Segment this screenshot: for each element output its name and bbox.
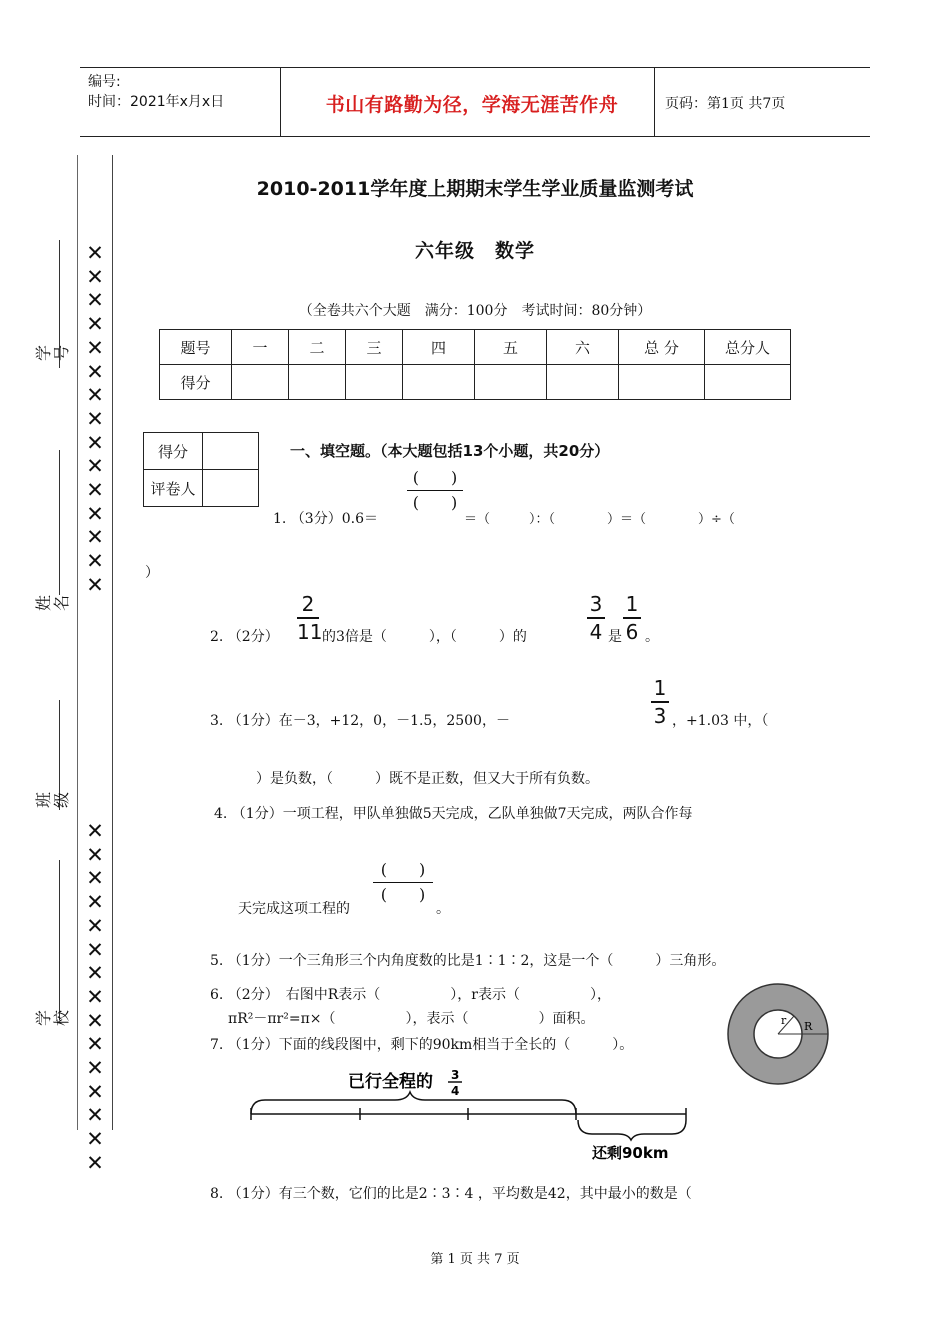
table-cell: 三 <box>346 330 403 365</box>
x-mark: ✕ <box>86 359 104 384</box>
question-2-text: 的3倍是（ ），（ ）的 <box>322 629 527 645</box>
x-mark: ✕ <box>86 1150 104 1175</box>
x-mark: ✕ <box>86 1008 104 1033</box>
top-brace <box>251 1092 576 1114</box>
score-cell[interactable] <box>346 365 403 400</box>
segment-top-label: 已行全程的 <box>348 1072 433 1092</box>
segment-diagram <box>240 1062 710 1167</box>
x-mark: ✕ <box>86 312 104 337</box>
fraction-2-11: 2 11 <box>297 592 323 644</box>
x-mark: ✕ <box>86 454 104 479</box>
question-2-is: 是 <box>608 629 622 645</box>
x-mark: ✕ <box>86 501 104 526</box>
score-cell[interactable] <box>475 365 547 400</box>
label-class: 班级 <box>34 792 71 809</box>
margin-write-line <box>59 860 60 1020</box>
question-8: 8. （1分）有三个数，它们的比是2∶3∶4 ，平均数是42，其中最小的数是（ <box>210 1186 692 1202</box>
table-cell: 总分人 <box>705 330 791 365</box>
score-cell[interactable] <box>232 365 289 400</box>
x-mark: ✕ <box>86 984 104 1009</box>
table-cell: 得分 <box>160 365 232 400</box>
exam-note: （全卷共六个大题 满分：100分 考试时间：80分钟） <box>298 303 652 319</box>
grader-cell[interactable] <box>203 470 259 507</box>
grader-table <box>143 432 259 507</box>
label-student-id: 学号 <box>34 345 71 362</box>
ring-figure <box>724 980 834 1090</box>
label-r: r <box>781 1014 787 1027</box>
x-mark: ✕ <box>86 1079 104 1104</box>
segment-bottom-label: 还剩90km <box>592 1144 669 1162</box>
header-meta <box>88 72 224 112</box>
question-1-text: ＝（ ）：（ ）＝（ ）÷（ <box>464 512 735 527</box>
question-4-line2: 天完成这项工程的 <box>238 901 350 917</box>
header-divider <box>280 68 281 136</box>
score-cell[interactable] <box>203 433 259 470</box>
fraction-3-4: 3 4 <box>587 593 605 643</box>
x-mark: ✕ <box>86 549 104 574</box>
exam-title: 2010-2011学年度上期期末学生学业质量监测考试 <box>256 178 694 200</box>
cut-mark-column-bottom <box>83 820 107 1176</box>
q1-blank-fraction: ( ) ( ) <box>407 468 463 513</box>
table-cell: 题号 <box>160 330 232 365</box>
x-mark: ✕ <box>86 961 104 986</box>
x-mark: ✕ <box>86 842 104 867</box>
table-cell: 总 分 <box>619 330 705 365</box>
page-info: 页码：第1页 共7页 <box>665 96 786 112</box>
table-row <box>144 433 259 470</box>
x-mark: ✕ <box>86 866 104 891</box>
x-mark: ✕ <box>86 264 104 289</box>
table-cell: 五 <box>475 330 547 365</box>
table-cell: 二 <box>289 330 346 365</box>
x-mark: ✕ <box>86 890 104 915</box>
label-name: 姓名 <box>34 595 71 612</box>
question-2-prefix: 2. （2分） <box>210 629 279 645</box>
cut-mark-column-top <box>83 242 107 598</box>
table-row <box>160 330 791 365</box>
table-cell: 六 <box>547 330 619 365</box>
time-label: 时间：2021年x月x日 <box>88 94 225 110</box>
question-3-suffix: ，+1.03 中，（ <box>672 713 769 729</box>
section-heading: 一、填空题。（本大题包括13个小题，共20分） <box>290 442 610 460</box>
x-mark: ✕ <box>86 1127 104 1152</box>
x-mark: ✕ <box>86 383 104 408</box>
x-mark: ✕ <box>86 335 104 360</box>
table-cell: 四 <box>403 330 475 365</box>
x-mark: ✕ <box>86 525 104 550</box>
table-row <box>144 470 259 507</box>
x-mark: ✕ <box>86 572 104 597</box>
x-mark: ✕ <box>86 819 104 843</box>
segment-frac-den: 4 <box>451 1084 460 1098</box>
score-cell[interactable] <box>619 365 705 400</box>
score-cell[interactable] <box>705 365 791 400</box>
score-cell[interactable] <box>403 365 475 400</box>
x-mark: ✕ <box>86 241 104 265</box>
question-6-line2: πR²－πr²=π×（ ），表示（ ）面积。 <box>228 1011 595 1027</box>
fraction-1-6: 1 6 <box>623 593 641 643</box>
x-mark: ✕ <box>86 478 104 503</box>
question-2-end: 。 <box>645 629 659 645</box>
label-school: 学校 <box>34 1010 71 1027</box>
label-R: R <box>804 1020 813 1033</box>
page-header <box>80 67 870 137</box>
margin-write-line <box>59 450 60 595</box>
x-mark: ✕ <box>86 1056 104 1081</box>
score-cell[interactable] <box>547 365 619 400</box>
header-divider <box>654 68 655 136</box>
score-cell[interactable] <box>289 365 346 400</box>
x-mark: ✕ <box>86 1103 104 1128</box>
question-1-close: ） <box>145 565 159 581</box>
question-6-line1: 6. （2分） 右图中R表示（ ），r表示（ ）， <box>210 987 611 1003</box>
table-cell: 得分 <box>144 433 203 470</box>
score-table <box>159 329 791 400</box>
x-mark: ✕ <box>86 913 104 938</box>
question-4-end: 。 <box>436 901 450 917</box>
question-3-prefix: 3. （1分）在－3，+12，0，－1.5，2500，－ <box>210 713 510 729</box>
table-cell: 评卷人 <box>144 470 203 507</box>
motto: 书山有路勤为径，学海无涯苦作舟 <box>325 94 619 116</box>
code-label: 编号: <box>88 74 121 90</box>
q4-blank-fraction: ( ) ( ) <box>373 860 433 905</box>
x-mark: ✕ <box>86 1032 104 1057</box>
fraction-1-3: 1 3 <box>651 677 669 727</box>
question-5: 5. （1分）一个三角形三个内角度数的比是1∶1∶2，这是一个（ ）三角形。 <box>210 953 726 969</box>
bottom-brace <box>578 1120 686 1140</box>
x-mark: ✕ <box>86 937 104 962</box>
exam-subtitle: 六年级 数学 <box>414 240 535 262</box>
page-footer: 第 1 页 共 7 页 <box>430 1252 520 1267</box>
table-row <box>160 365 791 400</box>
question-1-prefix: 1. （3分）0.6＝ <box>273 511 378 527</box>
x-mark: ✕ <box>86 288 104 313</box>
table-cell: 一 <box>232 330 289 365</box>
x-mark: ✕ <box>86 406 104 431</box>
question-3-line2: ）是负数，（ ）既不是正数，但又大于所有负数。 <box>256 771 599 787</box>
x-mark: ✕ <box>86 430 104 455</box>
segment-frac-num: 3 <box>451 1068 460 1082</box>
question-7: 7. （1分）下面的线段图中，剩下的90km相当于全长的（ ）。 <box>210 1037 634 1053</box>
question-4-line1: 4. （1分）一项工程，甲队单独做5天完成，乙队单独做7天完成，两队合作每 <box>214 806 693 822</box>
